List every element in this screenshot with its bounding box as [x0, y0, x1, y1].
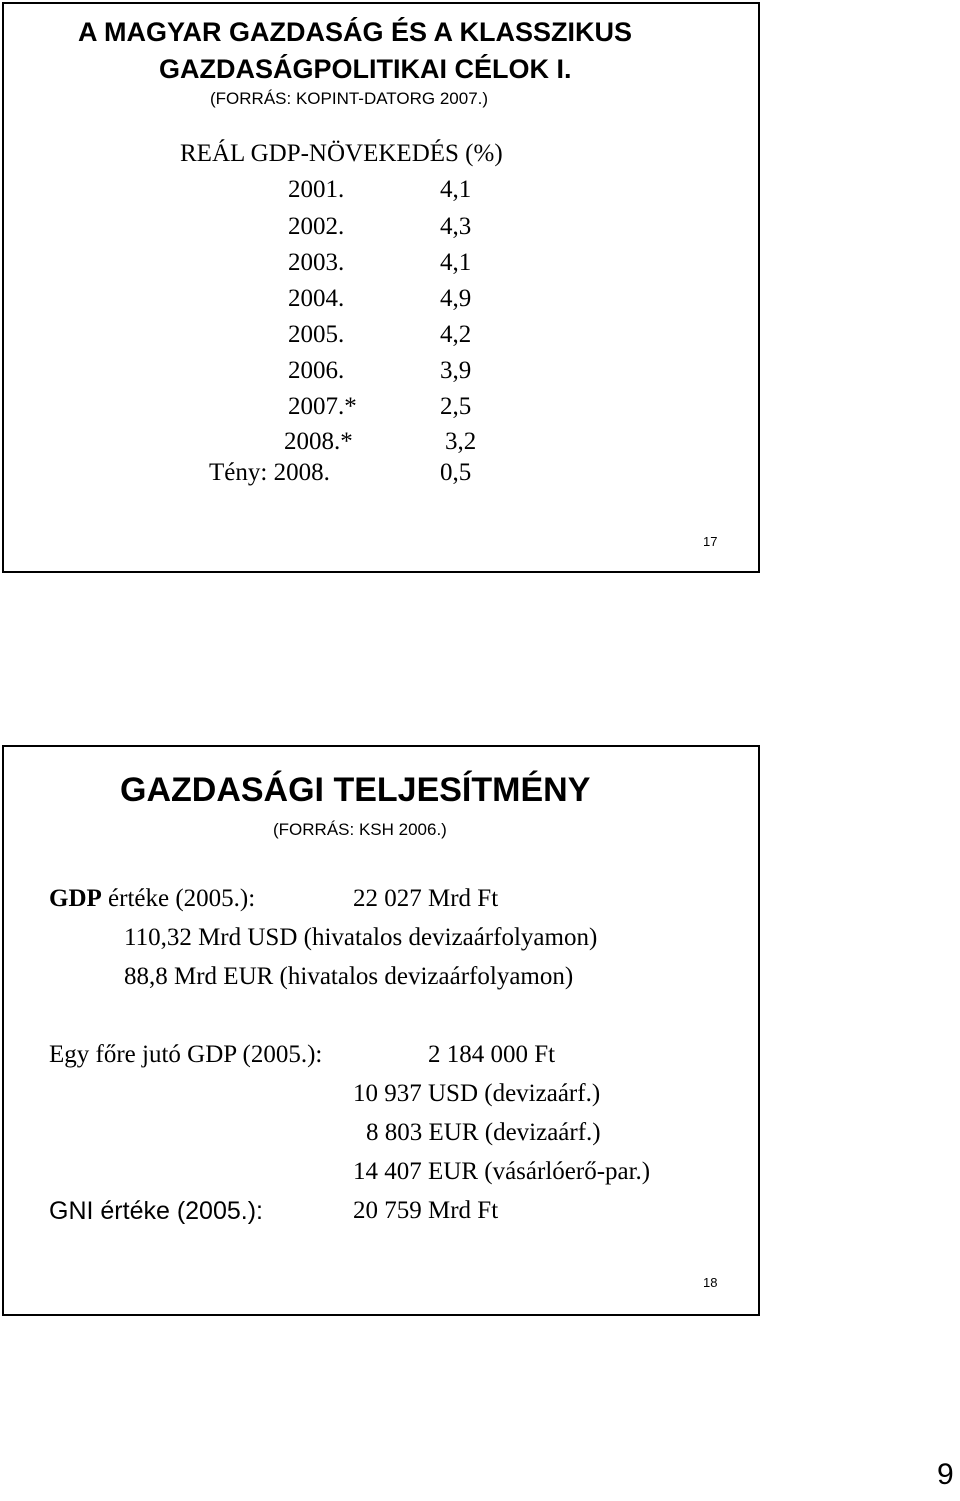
slide-source: (FORRÁS: KOPINT-DATORG 2007.): [210, 89, 489, 108]
gdp-label-bold: GDP: [49, 885, 102, 912]
table-row-value: 2,5: [440, 393, 472, 420]
gdp-usd: 110,32 Mrd USD (hivatalos devizaárfolyamon): [124, 924, 598, 951]
slide-18: [2, 745, 760, 1316]
gdp-eur: 88,8 Mrd EUR (hivatalos devizaárfolyamon): [124, 963, 574, 990]
table-row-year: 2005.: [288, 321, 345, 348]
slide-title-line2: GAZDASÁGPOLITIKAI CÉLOK I.: [159, 54, 572, 84]
table-row-value: 3,2: [445, 428, 477, 455]
gdp-value: 22 027 Mrd Ft: [353, 885, 499, 912]
table-row-year: Tény: 2008.: [209, 459, 330, 486]
table-row-value: 3,9: [440, 357, 472, 384]
table-row-year: 2003.: [288, 249, 345, 276]
gni-value: 20 759 Mrd Ft: [353, 1197, 499, 1224]
slide-17: [2, 2, 760, 573]
page-number: 9: [937, 1458, 954, 1491]
table-row-value: 4,1: [440, 249, 472, 276]
gdp-label: [49, 885, 255, 913]
per-capita-huf: 2 184 000 Ft: [428, 1041, 556, 1068]
table-row-value: 0,5: [440, 459, 472, 486]
table-row-year: 2001.: [288, 176, 345, 203]
gdp-label-rest: értéke (2005.):: [101, 885, 256, 912]
table-row-year: 2004.: [288, 285, 345, 312]
table-row-year: 2002.: [288, 213, 345, 240]
table-row-value: 4,2: [440, 321, 472, 348]
table-row-value: 4,9: [440, 285, 472, 312]
per-capita-label: Egy főre jutó GDP (2005.):: [49, 1041, 323, 1068]
table-row-value: 4,3: [440, 213, 472, 240]
table-row-year: 2006.: [288, 357, 345, 384]
slide-title-line1: A MAGYAR GAZDASÁG ÉS A KLASSZIKUS: [78, 17, 633, 47]
slide-source: (FORRÁS: KSH 2006.): [273, 820, 447, 839]
slide-title: GAZDASÁGI TELJESÍTMÉNY: [120, 771, 591, 809]
per-capita-usd: 10 937 USD (devizaárf.): [353, 1080, 601, 1107]
slide-number: 17: [703, 534, 718, 549]
gni-label: GNI értéke (2005.):: [49, 1197, 263, 1225]
table-row-year: 2007.*: [288, 393, 357, 420]
per-capita-ppp: 14 407 EUR (vásárlóerő-par.): [353, 1158, 651, 1185]
slide-number: 18: [703, 1275, 718, 1290]
per-capita-eur: 8 803 EUR (devizaárf.): [366, 1119, 601, 1146]
table-heading: REÁL GDP-NÖVEKEDÉS (%): [180, 140, 503, 167]
table-row-year: 2008.*: [284, 428, 353, 455]
table-row-value: 4,1: [440, 176, 472, 203]
